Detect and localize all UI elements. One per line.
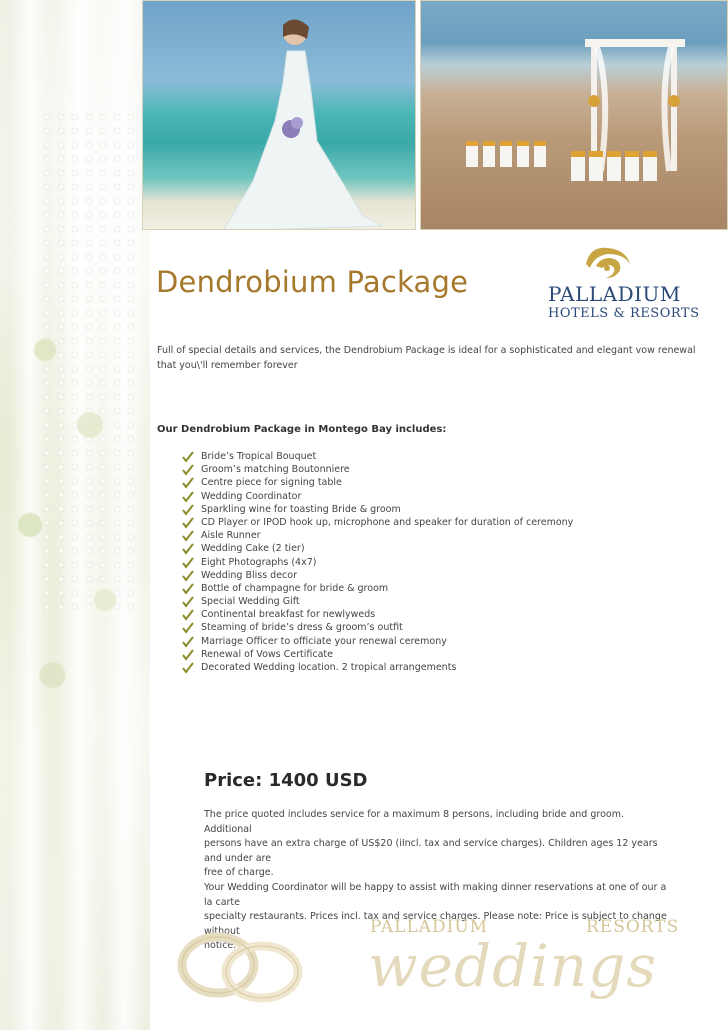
chair-rows (461, 131, 691, 191)
price-note-line: specialty restaurants. Prices incl. tax and service charges. Please note: Price is subject to change without (204, 911, 667, 937)
check-icon (182, 491, 194, 503)
check-icon (182, 649, 194, 661)
brand-weddings-script: weddings (368, 932, 658, 1000)
price-note-line: free of charge. (204, 867, 274, 879)
list-item-label: Sparkling wine for toasting Bride & groom (201, 503, 401, 515)
check-icon (182, 583, 194, 595)
list-item-label: Aisle Runner (201, 530, 261, 542)
palladium-logo (520, 240, 700, 330)
list-item-label: Wedding Coordinator (201, 490, 302, 502)
includes-heading: Our Dendrobium Package in Montego Bay includes: (157, 424, 447, 435)
wedding-rings-icon (170, 920, 310, 1010)
brand-palladium: PALLADIUM (370, 917, 489, 937)
check-icon (182, 543, 194, 555)
logo-subtitle: HOTELS & RESORTS (548, 306, 700, 321)
check-icon (182, 636, 194, 648)
list-item (182, 542, 573, 555)
list-item-label: Special Wedding Gift (201, 596, 300, 608)
list-item (182, 516, 573, 529)
check-icon (182, 596, 194, 608)
logo-name: PALLADIUM (548, 282, 681, 306)
list-item (182, 476, 573, 489)
list-item-label: Decorated Wedding location. 2 tropical arrangements (201, 662, 457, 673)
check-icon (182, 530, 194, 542)
price-note-line: persons have an extra charge of US$20 (iIncl. tax and service charges). Children ages 12 years and under are (204, 838, 658, 864)
list-item (182, 648, 573, 661)
list-item (182, 463, 573, 476)
check-icon (182, 609, 194, 621)
list-item-label: Marriage Officer to officiate your renewal ceremony (201, 635, 447, 647)
list-item-label: Steaming of bride’s dress & groom’s outfit (201, 622, 403, 634)
list-item-label: Renewal of Vows Certificate (201, 648, 333, 660)
page-title: Dendrobium Package (156, 265, 469, 299)
price-heading: Price: 1400 USD (204, 770, 368, 791)
list-item (182, 556, 573, 569)
price-note-line: Your Wedding Coordinator will be happy to assist with making dinner reservations at one of our a la carte (204, 881, 667, 908)
check-icon (182, 557, 194, 569)
list-item-label: Bottle of champagne for bride & groom (201, 582, 389, 594)
beach-ceremony-photo (420, 0, 728, 230)
price-note-line: notice. (204, 940, 237, 952)
list-item (182, 595, 573, 608)
curtain-decoration (0, 0, 150, 1030)
palladium-emblem-icon (580, 244, 636, 284)
list-item (182, 608, 573, 621)
list-item (182, 661, 573, 674)
bride-figure (213, 11, 383, 230)
intro-text: Full of special details and services, the Dendrobium Package is ideal for a sophisticated and elegant vow renewal that you\'ll remember forever (157, 345, 696, 371)
list-item (182, 450, 573, 463)
list-item (182, 503, 573, 516)
check-icon (182, 477, 194, 489)
price-note-line: The price quoted includes service for a maximum 8 persons, including bride and groom. Additional (204, 809, 624, 835)
list-item (182, 582, 573, 595)
list-item-label: CD Player or IPOD hook up, microphone and speaker for duration of ceremony (201, 516, 574, 528)
list-item-label: Centre piece for signing table (201, 477, 342, 489)
check-icon (182, 464, 194, 476)
list-item-label: Bride’s Tropical Bouquet (201, 451, 317, 462)
brand-resorts: RESORTS (586, 917, 680, 937)
check-icon (182, 622, 194, 634)
list-item-label: Groom’s matching Boutonniere (201, 464, 350, 476)
list-item-label: Wedding Cake (2 tier) (201, 543, 305, 555)
package-items-list (182, 450, 573, 674)
list-item-label: Continental breakfast for newlyweds (201, 609, 376, 621)
bride-photo (142, 0, 416, 230)
list-item (182, 621, 573, 634)
check-icon (182, 451, 194, 463)
list-item (182, 635, 573, 648)
check-icon (182, 662, 194, 674)
check-icon (182, 504, 194, 516)
list-item-label: Eight Photographs (4x7) (201, 556, 317, 568)
check-icon (182, 517, 194, 529)
list-item (182, 490, 573, 503)
list-item-label: Wedding Bliss decor (201, 569, 297, 581)
list-item (182, 569, 573, 582)
check-icon (182, 570, 194, 582)
list-item (182, 529, 573, 542)
